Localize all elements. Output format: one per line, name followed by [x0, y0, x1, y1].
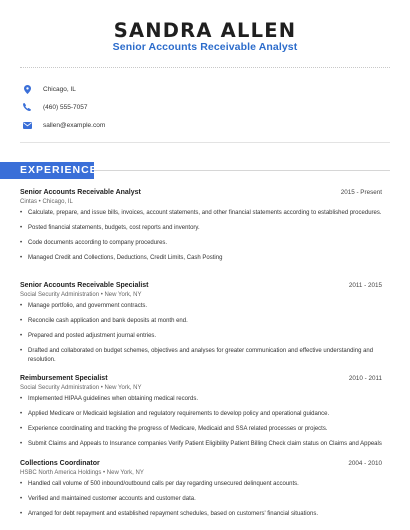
header-divider [20, 67, 390, 68]
experience-heading: EXPERIENCE [0, 162, 94, 179]
job-entry [20, 282, 382, 371]
job-company: Social Security Administration • New York, NY [20, 385, 142, 391]
phone-text: (460) 555-7057 [43, 103, 88, 111]
job-bullet: • Posted financial statements, budgets, cost reports and inventory. [20, 224, 382, 233]
job-entry [20, 375, 382, 455]
job-bullet: • Code documents according to company procedures. [20, 239, 382, 248]
location-text: Chicago, IL [43, 85, 76, 93]
job-bullet: • Verified and maintained customer accounts and customer data. [20, 495, 382, 504]
job-bullet: • Implemented HIPAA guidelines when obtaining medical records. [20, 395, 382, 404]
job-bullet: • Managed Credit and Collections, Deductions, Credit Limits, Cash Posting [20, 254, 382, 263]
job-bullet: • Experience coordinating and tracking the progress of Medicare, Medicaid and SSA related processes or projects. [20, 425, 382, 434]
job-company: Social Security Administration • New York, NY [20, 292, 142, 298]
job-bullet: • Drafted and collaborated on budget schemes, objectives and analyses for greater communication and effective understanding and resolution. [20, 347, 382, 364]
job-company: HSBC North America Holdings • New York, NY [20, 470, 144, 476]
job-title: Senior Accounts Receivable Specialist [20, 282, 149, 289]
job-bullet: • Reconcile cash application and bank deposits at month end. [20, 317, 382, 326]
job-title: Senior Accounts Receivable Analyst [20, 189, 141, 196]
job-dates: 2004 - 2010 [348, 460, 382, 467]
job-entry [20, 460, 382, 525]
contact-email [22, 120, 105, 130]
job-title: Collections Coordinator [20, 460, 100, 467]
job-bullet: • Calculate, prepare, and issue bills, invoices, account statements, and other financial statements according to established procedures. [20, 209, 382, 218]
job-bullet: • Manage portfolio, and government contracts. [20, 302, 382, 311]
job-entry [20, 189, 382, 269]
email-text[interactable]: sallen@example.com [43, 121, 106, 129]
candidate-name: SANDRA ALLEN [113, 19, 297, 42]
candidate-title: Senior Accounts Receivable Analyst [112, 41, 298, 53]
job-dates: 2010 - 2011 [348, 375, 382, 382]
phone-icon [22, 102, 32, 112]
job-title: Reimbursement Specialist [20, 375, 108, 382]
contact-location [22, 84, 76, 94]
section-rule [94, 170, 390, 171]
job-dates: 2015 - Present [340, 189, 382, 196]
job-bullet: • Arranged for debt repayment and established repayment schedules, based on customers' financial situations. [20, 510, 382, 519]
job-bullet: • Applied Medicare or Medicaid legislation and regulatory requirements to develop policy and operational guidance. [20, 410, 382, 419]
job-company: Cintas • Chicago, IL [20, 199, 73, 205]
envelope-icon [22, 120, 32, 130]
map-pin-icon [22, 84, 32, 94]
job-bullet: • Submit Claims and Appeals to Insurance companies Verify Patient Eligibility Patient Billing Check claim status on Claims and Appeals [20, 440, 382, 449]
job-dates: 2011 - 2015 [348, 282, 382, 289]
contact-phone [22, 102, 87, 112]
contact-divider [20, 142, 390, 143]
job-bullet: • Handled call volume of 500 inbound/outbound calls per day regarding unsecured delinquent accounts. [20, 480, 382, 489]
job-bullet: • Prepared and posted adjustment journal entries. [20, 332, 382, 341]
